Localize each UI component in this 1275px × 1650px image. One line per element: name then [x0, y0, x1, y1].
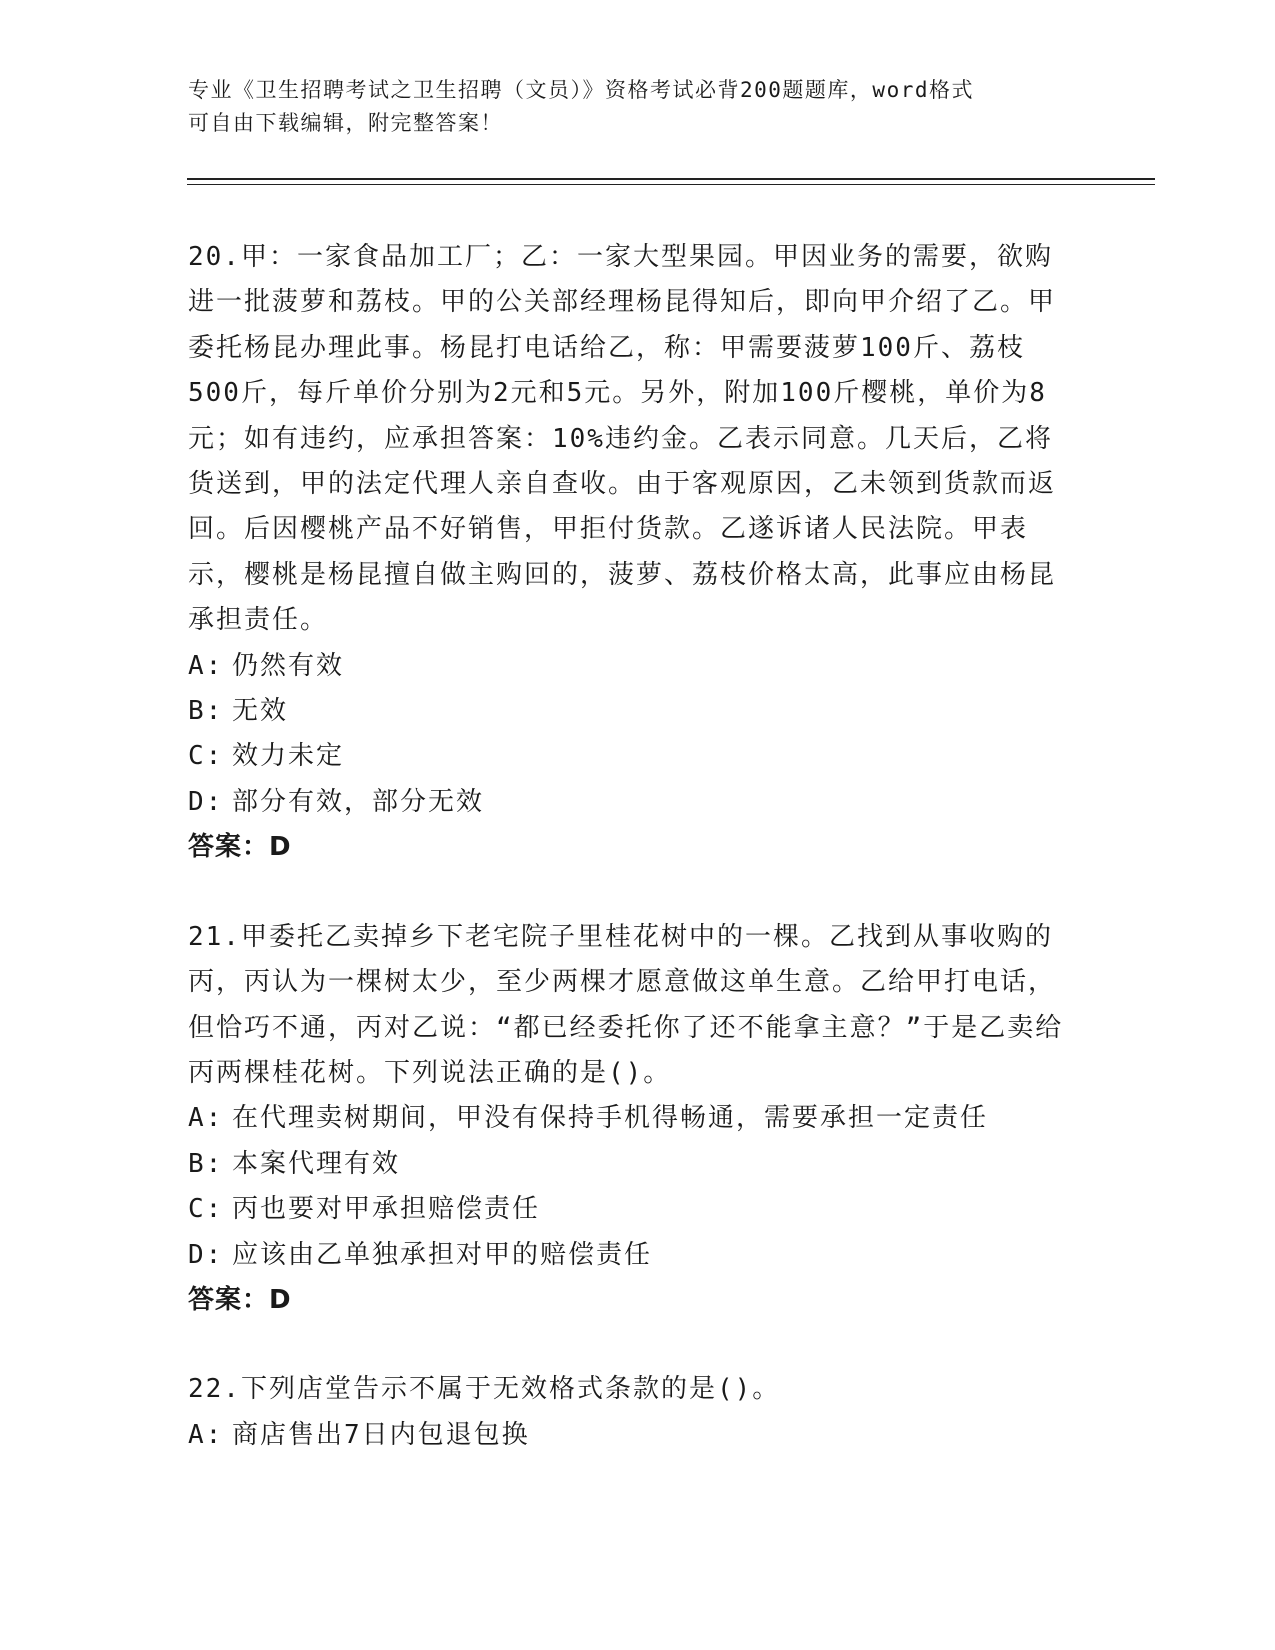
option-b	[188, 1142, 1073, 1187]
question-text: 22.下列店堂告示不属于无效格式条款的是()。	[188, 1374, 781, 1405]
option-label: B:	[188, 696, 224, 727]
header-line-1: 专业《卫生招聘考试之卫生招聘（文员）》资格考试必背200题题库，word格式	[188, 78, 974, 102]
option-a	[188, 644, 1073, 689]
option-c	[188, 1187, 1073, 1232]
option-label: D:	[188, 1239, 224, 1270]
option-text: 商店售出7日内包退包换	[232, 1419, 530, 1450]
option-label: B:	[188, 1148, 224, 1179]
option-a	[188, 1413, 1073, 1458]
question-text: 21.甲委托乙卖掉乡下老宅院子里桂花树中的一棵。乙找到从事收购的丙，丙认为一棵树太少，至少两棵才愿意做这单生意。乙给甲打电话，但恰巧不通，丙对乙说：“都已经委托你了还不能拿主意？”于是乙卖给丙两棵桂花树。下列说法正确的是()。	[188, 921, 1064, 1088]
answer-line: 答案：D	[188, 832, 292, 863]
option-text: 无效	[232, 696, 289, 727]
option-text: 在代理卖树期间，甲没有保持手机得畅通，需要承担一定责任	[232, 1103, 989, 1134]
option-label: D:	[188, 786, 224, 817]
option-c	[188, 734, 1073, 779]
header-divider-thick	[187, 178, 1155, 180]
option-text: 本案代理有效	[232, 1148, 401, 1179]
option-label: C:	[188, 741, 224, 772]
question-text: 20.甲：一家食品加工厂；乙：一家大型果园。甲因业务的需要，欲购进一批菠萝和荔枝。甲的公关部经理杨昆得知后，即向甲介绍了乙。甲委托杨昆办理此事。杨昆打电话给乙，称：甲需要菠萝100斤、荔枝500斤，每斤单价分别为2元和5元。另外，附加100斤樱桃，单价为8元；如有违约，应承担答案：10%违约金。乙表示同意。几天后，乙将货送到，甲的法定代理人亲自查收。由于客观原因，乙未领到货款而返回。后因樱桃产品不好销售，甲拒付货款。乙遂诉诸人民法院。甲表示，樱桃是杨昆擅自做主购回的，菠萝、荔枝价格太高，此事应由杨昆承担责任。	[188, 242, 1057, 636]
question-22	[188, 1367, 1073, 1458]
option-d	[188, 780, 1073, 825]
option-text: 应该由乙单独承担对甲的赔偿责任	[232, 1239, 653, 1270]
option-label: A:	[188, 650, 224, 681]
option-label: C:	[188, 1194, 224, 1225]
question-list	[188, 235, 1073, 1502]
option-label: A:	[188, 1419, 224, 1450]
question-21	[188, 915, 1073, 1324]
option-label: A:	[188, 1103, 224, 1134]
question-20	[188, 235, 1073, 871]
document-header	[188, 74, 1068, 140]
option-text: 丙也要对甲承担赔偿责任	[232, 1194, 541, 1225]
option-d	[188, 1233, 1073, 1278]
answer-line: 答案：D	[188, 1284, 292, 1315]
option-text: 部分有效，部分无效	[232, 786, 485, 817]
option-a	[188, 1096, 1073, 1141]
option-b	[188, 689, 1073, 734]
option-text: 仍然有效	[232, 650, 345, 681]
header-divider-thin	[187, 184, 1155, 185]
header-line-2: 可自由下载编辑，附完整答案！	[188, 111, 503, 135]
option-text: 效力未定	[232, 741, 345, 772]
